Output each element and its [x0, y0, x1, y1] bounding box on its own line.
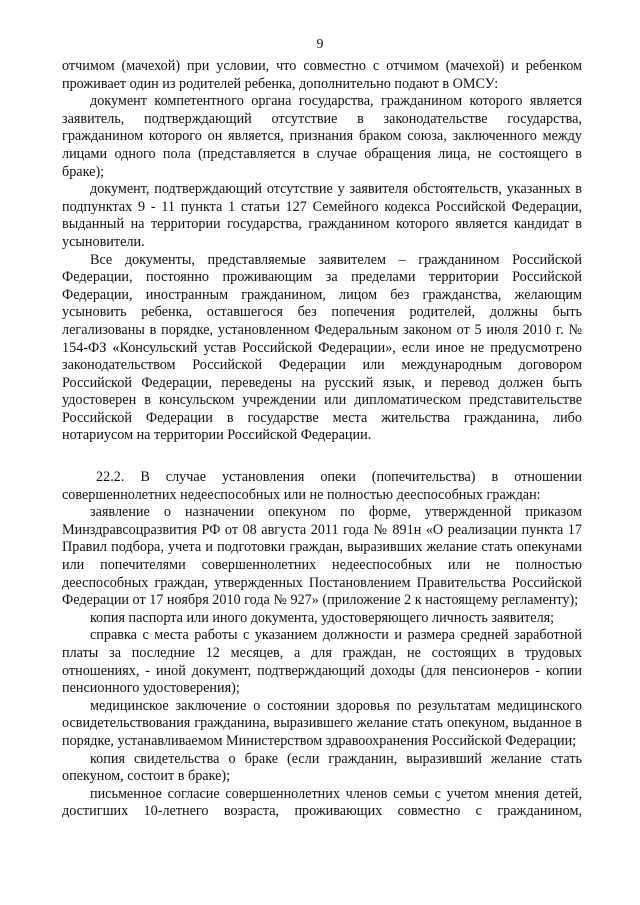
paragraph: справка с места работы с указанием должности и размера средней заработной платы за последние 12 месяцев, а для граждан, не состоящих в трудовых отношениях, - иной документ, подтверждающий доходы (для пенсионеров - копии пенсионного удостоверения); — [62, 627, 582, 697]
paragraph: документ, подтверждающий отсутствие у заявителя обстоятельств, указанных в подпунктах 9 - 11 пункта 1 статьи 127 Семейного кодекса Российской Федерации, выданный на территории государства, гражданином которого является кандидат в усыновители. — [62, 181, 582, 250]
paragraph: отчимом (мачехой) при условии, что совместно с отчимом (мачехой) и ребенком проживает один из родителей ребенка, дополнительно подают в ОМСУ: — [62, 58, 582, 92]
paragraph-section-22-2: 22.2. В случае установления опеки (попечительства) в отношении совершеннолетних недееспособных или не полностью дееспособных граждан: — [62, 469, 582, 503]
document-body — [62, 58, 582, 821]
paragraph: копия свидетельства о браке (если гражданин, выразивший желание стать опекуном, состоит в браке); — [62, 750, 582, 785]
page-number: 9 — [316, 37, 324, 52]
paragraph: медицинское заключение о состоянии здоровья по результатам медицинского освидетельствования гражданина, выразившего желание стать опекуном, выданное в порядке, устанавливаемом Министерством здравоохранения Российской Федерации; — [62, 697, 582, 749]
paragraph: Все документы, представляемые заявителем – гражданином Российской Федерации, постоянно проживающим за пределами территории Российской Федерации, иностранным гражданином, лицом без гражданства, желающим усыновить ребенка, оставшегося без попечения родителей, должны быть легализованы в порядке, установленном Федеральным законом от 5 июля 2010 г. № 154-ФЗ «Консульский устав Российской Федерации», если иное не предусмотрено законодательством Российской Федерации или международным договором Российской Федерации, переведены на русский язык, и перевод должен быть удостоверен в консульском учреждении или дипломатическом представительстве Российской Федерации в государстве места жительства гражданина, либо нотариусом на территории Российской Федерации. — [62, 251, 582, 444]
paragraph: копия паспорта или иного документа, удостоверяющего личность заявителя; — [90, 609, 555, 626]
paragraph: документ компетентного органа государства, гражданином которого является заявитель, подтверждающий отсутствие в законодательстве государства, гражданином которого он является, признания браком союза, заключенного между лицами одного пола (представляется в случае обращения лица, не состоящего в браке); — [62, 93, 582, 180]
paragraph: заявление о назначении опекуном по форме, утвержденной приказом Минздравсоцразвития РФ от 08 августа 2011 года № 891н «О реализации пункта 17 Правил подбора, учета и подготовки граждан, выразивших желание стать опекунами или попечителями совершеннолетних недееспособных или не полностью дееспособных граждан, утвержденных Постановлением Правительства Российской Федерации от 17 ноября 2010 года № 927» (приложение 2 к настоящему регламенту); — [62, 504, 582, 609]
paragraph: письменное согласие совершеннолетних членов семьи с учетом мнения детей, достигших 10-летнего возраста, проживающих совместно с гражданином, — [62, 785, 582, 820]
